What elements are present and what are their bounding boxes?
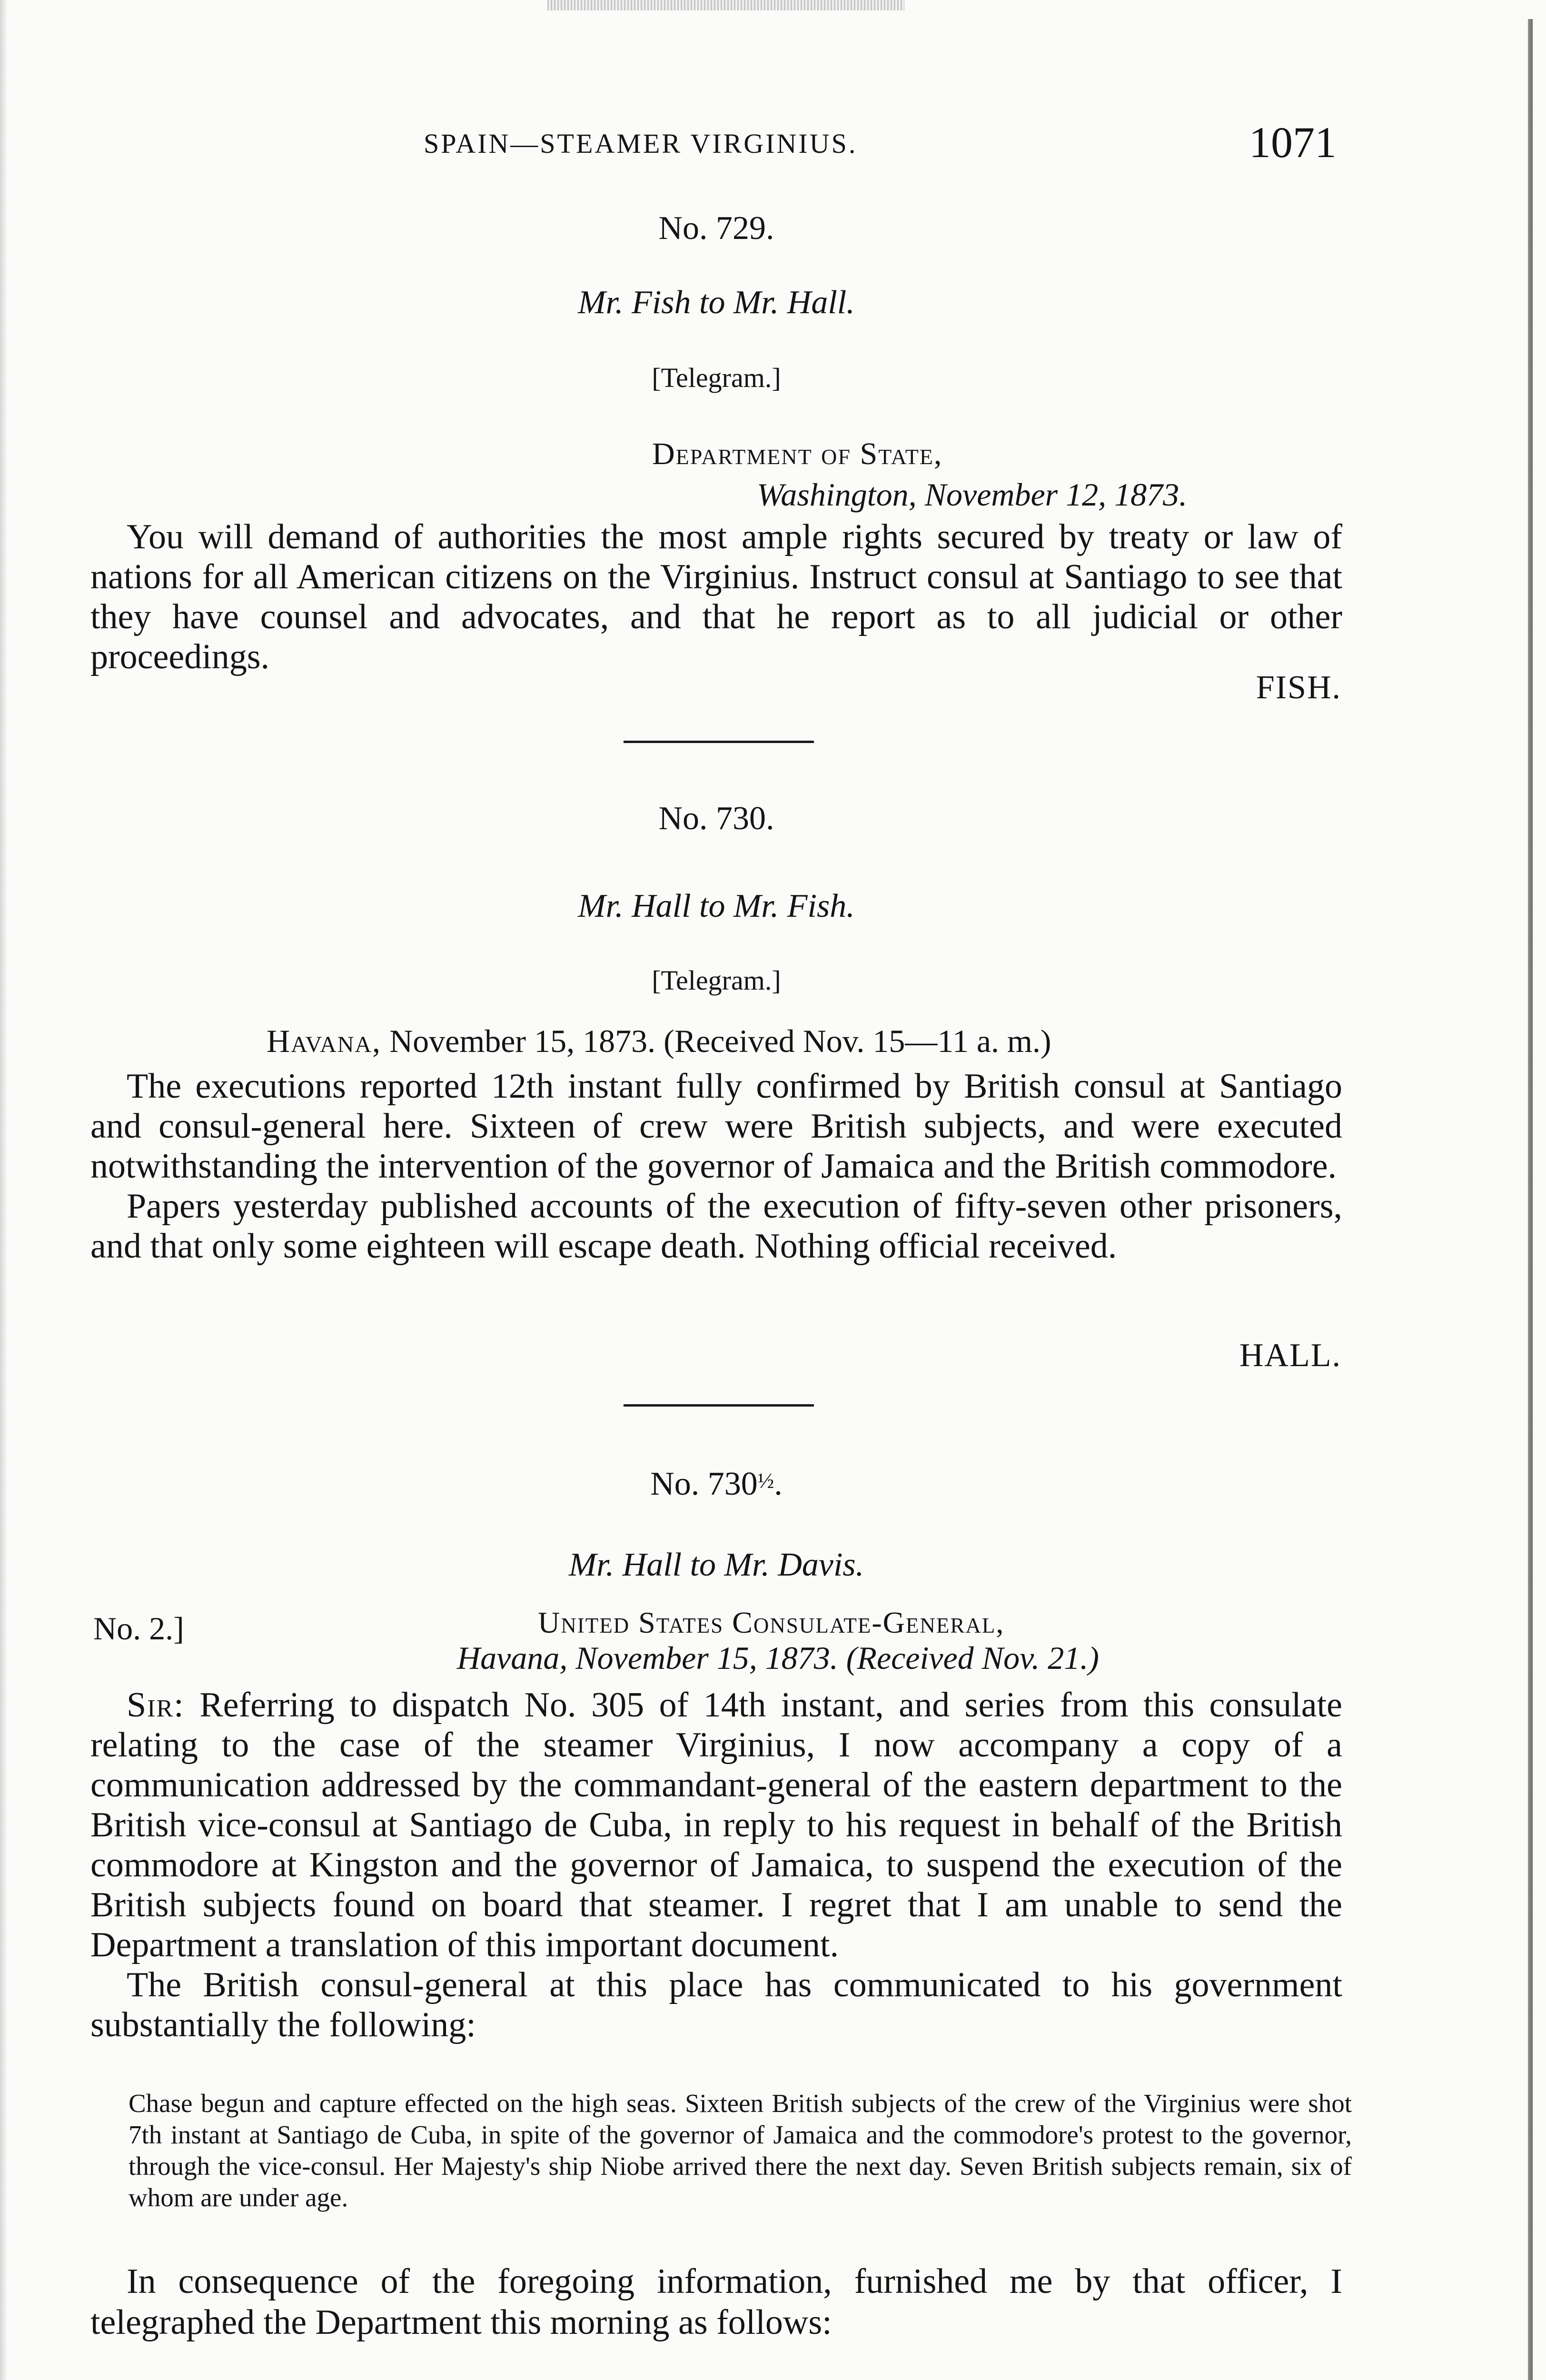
- doc-730-date: November 15, 1873. (Received Nov. 15—11 a. m.): [389, 1023, 1051, 1059]
- paragraph-text: Referring to dispatch No. 305 of 14th instant, and series from this consulate relating to the case of the steamer Virginius, I now accompany a copy of a communication addressed by the commandant-general of the eastern department to the British vice-consul at Santiago de Cuba, in reply to his request in behalf of the British commodore at Kingston and the governor of Jamaica, to suspend the execution of the British subjects found on board that steamer. I regret that I am unable to send the Department a translation of this important document.: [90, 1686, 1342, 1964]
- doc-730-half-paragraph-2: The British consul-general at this place has communicated to his government substantially the following:: [90, 1965, 1342, 2044]
- doc-730-half-quoted-telegram: [129, 2088, 1352, 2213]
- doc-730-half-dateline: Havana, November 15, 1873. (Received Nov. 21.): [457, 1640, 1099, 1676]
- doc-729-paragraph: You will demand of authorities the most ample rights secured by treaty or law of nations for all American citizens on the Virginius. Instruct consul at Santiago to see that they have counsel and advocates, and that he report as to all judicial or other proceedings.: [90, 517, 1342, 676]
- doc-729-telegram-label: [Telegram.]: [652, 362, 781, 393]
- doc-729-sender-department: Department of State,: [652, 436, 943, 471]
- scan-top-smudge: [547, 0, 904, 10]
- doc-730-body: [90, 1066, 1342, 1266]
- page-right-edge-binding: [1528, 19, 1533, 2380]
- doc-730-half-fraction: ½: [757, 1468, 774, 1493]
- page-left-edge-shadow: [0, 0, 7, 2380]
- doc-730-paragraph-2: Papers yesterday published accounts of the execution of fifty-seven other prisoners, and that only some eighteen will escape death. Nothing official received.: [90, 1187, 1342, 1266]
- doc-729-dateline: Washington, November 12, 1873.: [757, 476, 1188, 513]
- doc-730-signature: HALL.: [1239, 1337, 1341, 1374]
- doc-730-half-paragraph-3: In consequence of the foregoing information, furnished me by that officer, I telegraphed the Department this morning as follows:: [90, 2262, 1342, 2342]
- doc-730-half-title: Mr. Hall to Mr. Davis.: [568, 1547, 864, 1583]
- doc-730-half-dispatch-ref: No. 2.]: [93, 1610, 184, 1646]
- doc-729-title: Mr. Fish to Mr. Hall.: [578, 284, 855, 321]
- doc-730-paragraph-1: The executions reported 12th instant fully confirmed by British consul at Santiago and consul-general here. Sixteen of crew were British subjects, and were executed notwithstanding the intervention of the governor of Jamaica and the British commodore.: [90, 1067, 1342, 1186]
- doc-730-half-sender: United States Consulate-General,: [538, 1606, 1005, 1639]
- quote-text: Chase begun and capture effected on the high seas. Sixteen British subjects of the crew of the Virginius were shot 7th instant at Santiago de Cuba, in spite of the governor of Jamaica and the commodore's protest to the governor, through the vice-consul. Her Majesty's ship Niobe arrived there the next day. Seven British subjects remain, six of whom are under age.: [129, 2089, 1352, 2212]
- running-head: SPAIN—STEAMER VIRGINIUS.: [424, 128, 858, 159]
- doc-730-half-body: [90, 1685, 1342, 2045]
- doc-729-signature: FISH.: [1256, 669, 1341, 706]
- salutation: Sir:: [127, 1686, 185, 1725]
- section-divider: [624, 741, 814, 743]
- doc-730-half-paragraph-1: [90, 1685, 1342, 1965]
- doc-730-telegram-label: [Telegram.]: [652, 965, 781, 996]
- doc-730-dateline: [267, 1022, 1051, 1060]
- doc-729-number: No. 729.: [658, 210, 774, 247]
- doc-730-half-number-end: .: [774, 1466, 783, 1502]
- page-number: 1071: [1249, 118, 1337, 167]
- doc-730-half-number-main: No. 730: [650, 1466, 758, 1502]
- doc-730-half-number: [90, 1465, 1342, 1503]
- doc-729-body: [90, 517, 1342, 677]
- doc-730-place: Havana,: [267, 1023, 382, 1059]
- section-divider: [624, 1404, 814, 1407]
- doc-730-half-closing: [90, 2261, 1342, 2343]
- doc-730-number: No. 730.: [658, 800, 774, 837]
- doc-730-title: Mr. Hall to Mr. Fish.: [578, 888, 855, 924]
